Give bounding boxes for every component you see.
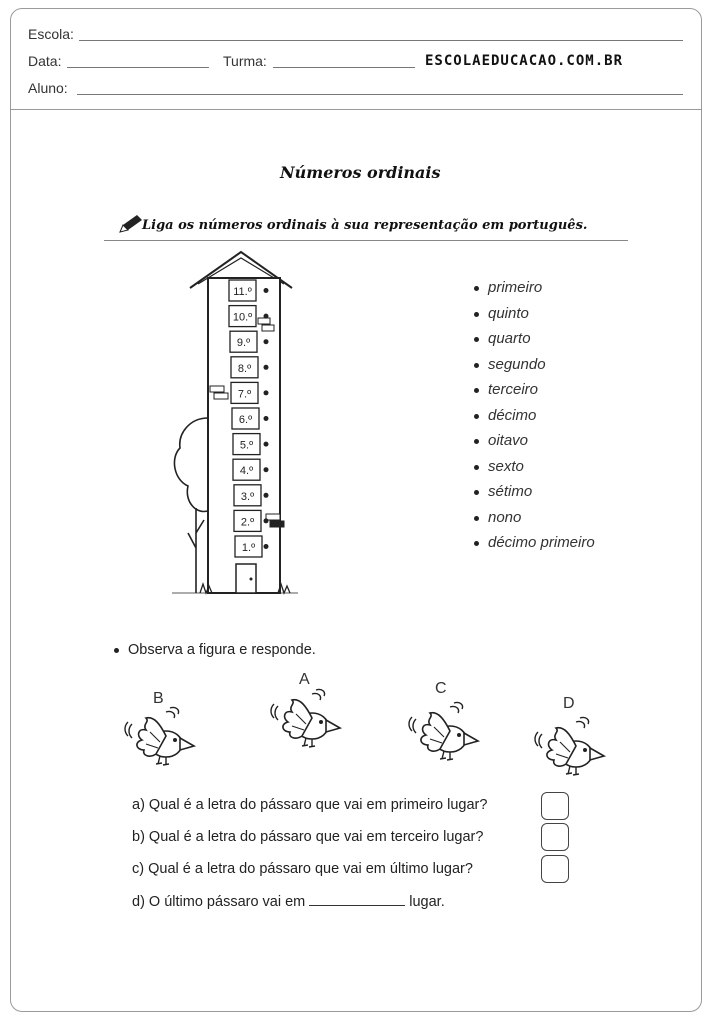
question-c: c) Qual é a letra do pássaro que vai em último lugar? [132, 861, 473, 877]
ordinal-word-item[interactable]: quarto [474, 330, 595, 356]
header-divider [11, 109, 701, 110]
bird-letter-a: A [299, 671, 310, 688]
ordinal-word-item[interactable]: oitavo [474, 432, 595, 458]
floor-dot[interactable] [264, 518, 269, 523]
floor-dot[interactable] [264, 339, 269, 344]
question-d-text-after: lugar. [409, 894, 445, 910]
ordinal-word-item[interactable]: quinto [474, 305, 595, 331]
figure-heading-text: Observa a figura e responde. [128, 642, 316, 658]
bird-letter-b: B [153, 690, 164, 707]
instruction-underline [104, 240, 628, 241]
answer-box-c[interactable] [541, 855, 569, 883]
floor-label: 6.º [238, 414, 253, 426]
turma-label: Turma: [223, 53, 267, 69]
floor-dot[interactable] [264, 493, 269, 498]
floor-label: 4.º [239, 465, 254, 478]
bird-a-icon [266, 688, 346, 755]
question-d [132, 894, 445, 910]
turma-field[interactable] [273, 67, 415, 68]
floor-dot[interactable] [264, 442, 269, 447]
floor-dot[interactable] [264, 544, 269, 549]
bird-b-icon [120, 706, 200, 773]
aluno-field[interactable] [77, 94, 683, 95]
ordinal-word-item[interactable]: nono [474, 509, 595, 535]
ordinal-word-item[interactable]: sétimo [474, 483, 595, 509]
floor-label: 9.º [236, 337, 251, 350]
building-illustration [170, 248, 300, 598]
site-logo: ESCOLAEDUCACAO.COM.BR [425, 53, 624, 69]
ordinal-words-list [474, 279, 595, 560]
answer-box-a[interactable] [541, 792, 569, 820]
ordinal-word-item[interactable]: terceiro [474, 381, 595, 407]
floor-label: 10.º [232, 311, 253, 324]
escola-label: Escola: [28, 26, 74, 42]
bullet-icon [114, 648, 119, 653]
worksheet-title: Números ordinais [280, 163, 441, 182]
worksheet-instruction: Liga os números ordinais à sua representação em português. [142, 218, 588, 233]
floor-label: 2.º [240, 516, 255, 529]
floor-dot[interactable] [264, 365, 269, 370]
question-a: a) Qual é a letra do pássaro que vai em primeiro lugar? [132, 797, 488, 813]
floor-dot[interactable] [264, 390, 269, 395]
bird-letter-c: C [435, 680, 447, 697]
ordinal-word-item[interactable]: primeiro [474, 279, 595, 305]
ordinal-word-item[interactable]: décimo [474, 407, 595, 433]
ordinal-word-item[interactable]: segundo [474, 356, 595, 382]
floor-dot[interactable] [264, 288, 269, 293]
answer-blank-d[interactable] [309, 905, 405, 906]
data-label: Data: [28, 53, 62, 69]
floor-label: 8.º [237, 362, 252, 375]
pencil-icon [118, 214, 144, 234]
escola-field[interactable] [79, 40, 683, 41]
floor-dot[interactable] [264, 467, 269, 472]
data-field[interactable] [67, 67, 209, 68]
answer-box-b[interactable] [541, 823, 569, 851]
floor-label: 7.º [237, 388, 252, 401]
aluno-label: Aluno: [28, 80, 68, 96]
floor-dot[interactable] [264, 314, 269, 319]
question-b: b) Qual é a letra do pássaro que vai em terceiro lugar? [132, 829, 484, 845]
question-d-text-before: d) O último pássaro vai em [132, 894, 306, 910]
bird-d-icon [530, 716, 610, 783]
floor-label: 3.º [240, 490, 255, 503]
ordinal-word-item[interactable]: décimo primeiro [474, 534, 595, 560]
floor-label: 5.º [239, 439, 254, 452]
ordinal-word-item[interactable]: sexto [474, 458, 595, 484]
floor-label: 1.º [241, 542, 256, 554]
bird-c-icon [404, 701, 484, 768]
figure-section-heading [114, 642, 316, 658]
floor-label: 11.º [233, 286, 252, 298]
floor-dot[interactable] [264, 416, 269, 421]
bird-letter-d: D [563, 695, 575, 712]
